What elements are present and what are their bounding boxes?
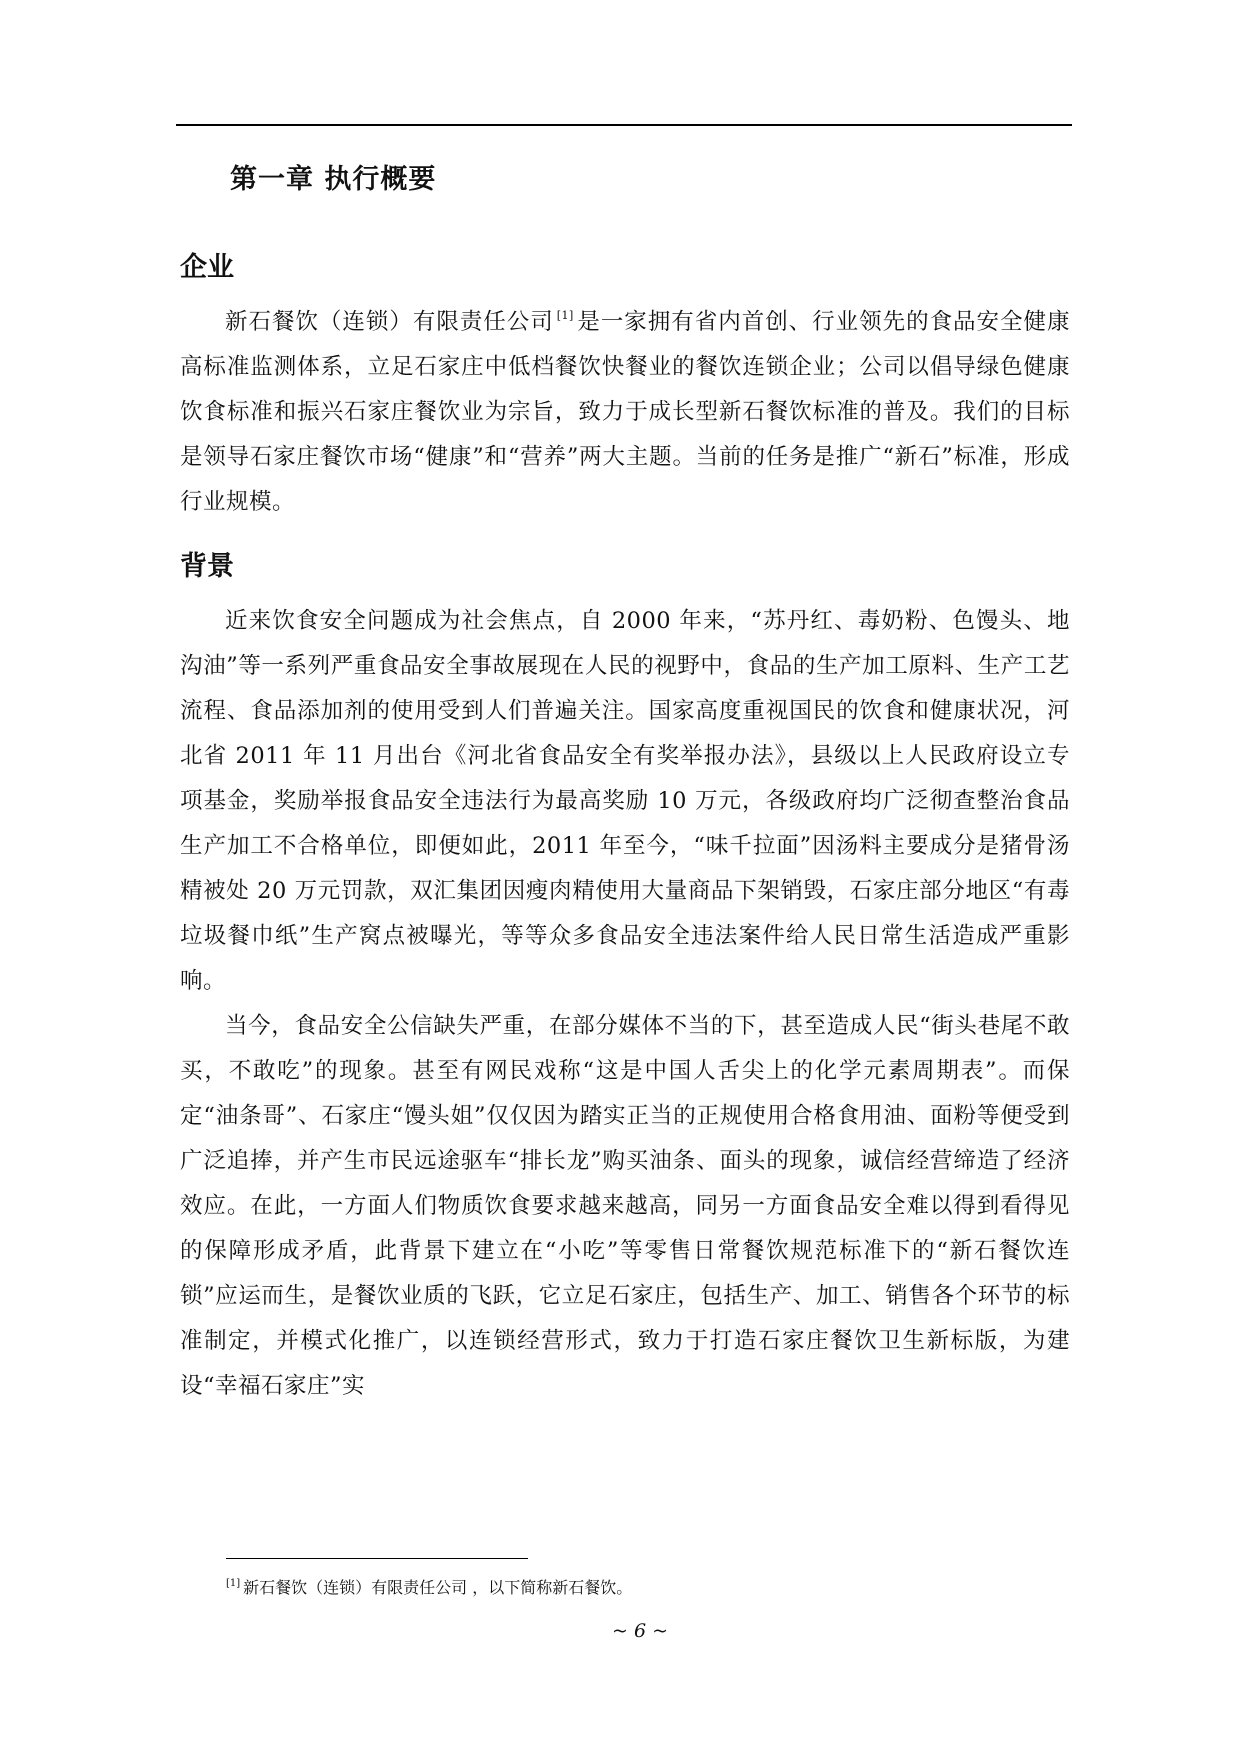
company-paragraph-body: 是一家拥有省内首创、行业领先的食品安全健康高标准监测体系，立足石家庄中低档餐饮快餐业的餐饮连锁企业；公司以倡导绿色健康饮食标准和振兴石家庄餐饮业为宗旨，致力于成长型新石餐饮标准的普及。我们的目标是领导石家庄餐饮市场“健康”和“营养”两大主题。当前的任务是推广“新石”标准，形成行业规模。 xyxy=(180,309,1070,515)
background-paragraph-2: 当今，食品安全公信缺失严重，在部分媒体不当的下，甚至造成人民“街头巷尾不敢买，不敢吃”的现象。甚至有网民戏称“这是中国人舌尖上的化学元素周期表”。而保定“油条哥”、石家庄“馒头姐”仅仅因为踏实正当的正规使用合格食用油、面粉等便受到广泛追捧，并产生市民远途驱车“排长龙”购买油条、面头的现象，诚信经营缔造了经济效应。在此，一方面人们物质饮食要求越来越高，同另一方面食品安全难以得到看得见的保障形成矛盾，此背景下建立在“小吃”等零售日常餐饮规范标准下的“新石餐饮连锁”应运而生，是餐饮业质的飞跃，它立足石家庄，包括生产、加工、销售各个环节的标准制定，并模式化推广，以连锁经营形式，致力于打造石家庄餐饮卫生新标版，为建设“幸福石家庄”实 xyxy=(180,1013,1070,1399)
footnote-text: 新石餐饮（连锁）有限责任公司 ，以下简称新石餐饮。 xyxy=(243,1578,633,1597)
section-heading-background: 背景 xyxy=(180,551,234,582)
chapter-title: 第一章 执行概要 xyxy=(230,164,437,195)
background-paragraph-1: 近来饮食安全问题成为社会焦点，自 2000 年来，“苏丹红、毒奶粉、色馒头、地沟油”等一系列严重食品安全事故展现在人民的视野中，食品的生产加工原料、生产工艺流程、食品添加剂的使用受到人们普遍关注。国家高度重视国民的饮食和健康状况，河北省 2011 年 11 月出台《河北省食品安全有奖举报办法》，县级以上人民政府设立专项基金，奖励举报食品安全违法行为最高奖励 10 万元，各级政府均广泛彻查整治食品生产加工不合格单位，即便如此，2011 年至今，“味千拉面”因汤料主要成分是猪骨汤精被处 20 万元罚款，双汇集团因瘦肉精使用大量商品下架销毁，石家庄部分地区“有毒垃圾餐巾纸”生产窝点被曝光，等等众多食品安全违法案件给人民日常生活造成严重影响。 xyxy=(180,608,1070,994)
footnote-rule xyxy=(226,1558,528,1559)
company-paragraph-lead: 新石餐饮（连锁）有限责任公司 xyxy=(225,309,554,335)
footnote xyxy=(226,1576,632,1600)
header-rule xyxy=(176,124,1072,126)
footnote-reference[interactable]: [1] xyxy=(556,309,574,322)
company-paragraph xyxy=(180,300,1070,525)
page-content xyxy=(180,160,1070,1409)
footnote-marker: [1] xyxy=(226,1578,241,1589)
section-heading-company: 企业 xyxy=(180,252,234,283)
page-number: ~ 6 ~ xyxy=(611,1620,668,1642)
